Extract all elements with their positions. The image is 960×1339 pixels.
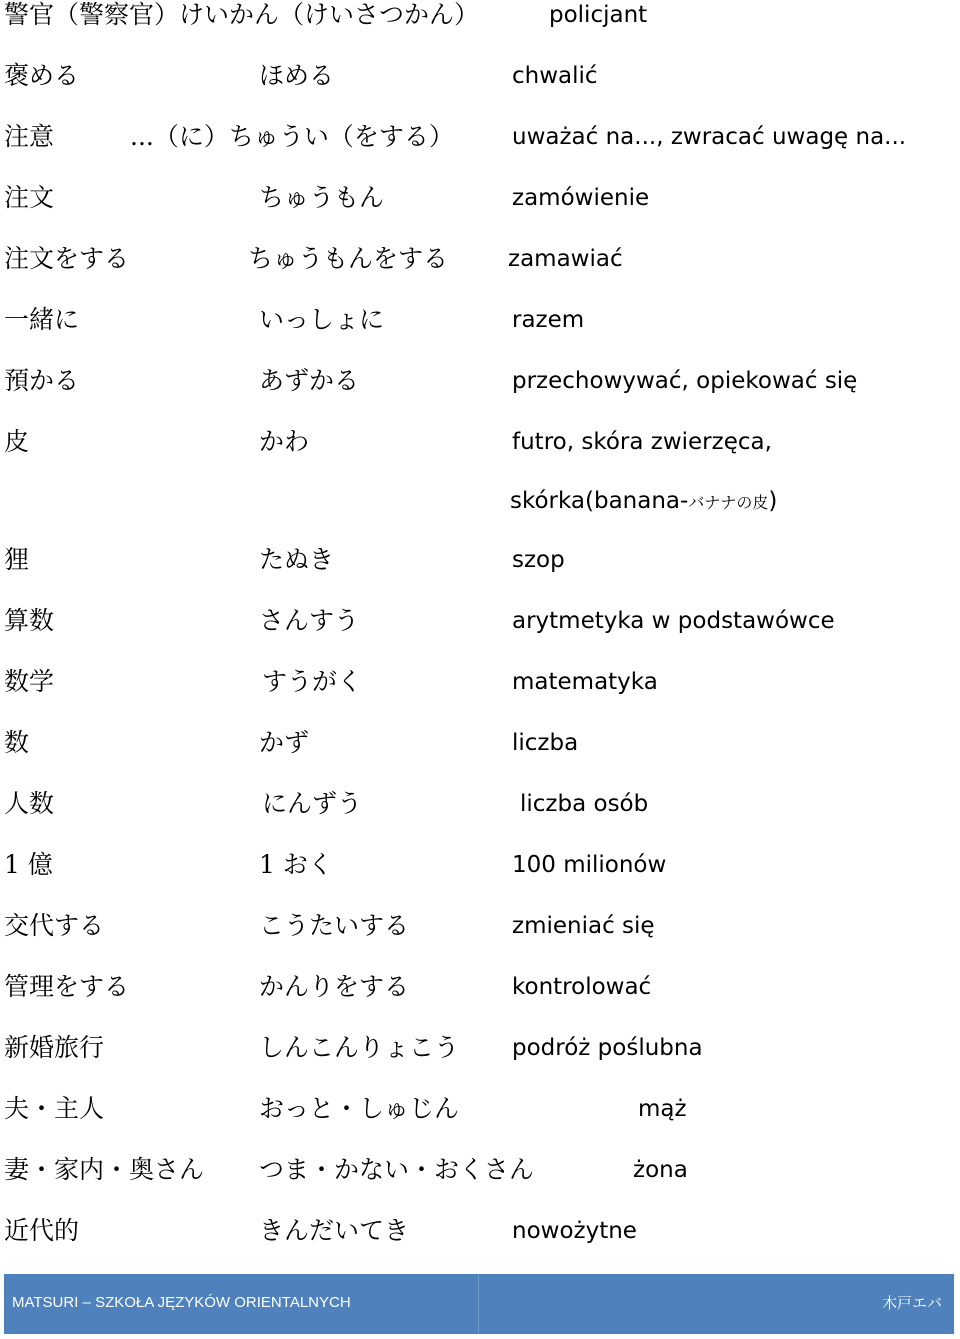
kana-cell: こうたいする [259, 911, 410, 940]
kana-cell: ちゅうもんをする [248, 244, 449, 273]
kanji-cell: 夫・主人 [4, 1094, 105, 1123]
header-kanji: 警官（警察官）けいかん（けいさつかん） [4, 0, 480, 29]
polish-cell: 100 milionów [512, 852, 667, 878]
polish-cell: zamówienie [512, 185, 650, 211]
polish-cell: chwalić [512, 63, 598, 89]
kanji-cell: 数学 [4, 667, 55, 696]
kanji-cell: 数 [4, 728, 30, 757]
vocab-row [0, 540, 960, 580]
polish-cell: liczba osób [520, 791, 649, 817]
polish-cell: zmieniać się [512, 913, 655, 939]
vocab-row [0, 422, 960, 462]
kana-cell: さんすう [259, 606, 360, 635]
header-row [0, 0, 960, 35]
kana-cell: ちゅうもん [259, 183, 385, 212]
kana-cell: しんこんりょこう [259, 1033, 460, 1062]
vocab-row [0, 1150, 960, 1190]
kanji-cell: 妻・家内・奥さん [4, 1155, 205, 1184]
vocab-row [0, 239, 960, 279]
kana-cell: ...（に）ちゅうい（をする） [130, 122, 454, 151]
vocab-row [0, 723, 960, 763]
kana-cell: かず [259, 728, 310, 757]
polish-text: skórka(banana- [510, 488, 689, 514]
polish-japanese-note: バナナの皮 [688, 493, 769, 512]
kanji-cell: 管理をする [4, 972, 130, 1001]
polish-cell: szop [512, 547, 565, 573]
vocab-row [0, 361, 960, 401]
vocab-row [0, 300, 960, 340]
vocab-row [0, 845, 960, 885]
kanji-cell: 交代する [4, 911, 105, 940]
polish-cell: przechowywać, opiekować się [512, 368, 858, 394]
polish-closing: ) [768, 488, 778, 514]
kana-cell: すうがく [262, 667, 363, 696]
polish-cell: podróż poślubna [512, 1035, 703, 1061]
footer-divider [478, 1274, 479, 1334]
vocab-row [0, 56, 960, 96]
kanji-cell: 人数 [4, 789, 55, 818]
vocab-row [0, 784, 960, 824]
header-polish: policjant [549, 2, 648, 28]
kanji-cell: 近代的 [4, 1216, 80, 1245]
polish-cell: futro, skóra zwierzęca, [512, 429, 772, 455]
kanji-cell: 預かる [4, 366, 80, 395]
kana-cell: きんだいてき [259, 1216, 410, 1245]
vocab-row [0, 1211, 960, 1251]
vocab-row [0, 662, 960, 702]
polish-cell: arytmetyka w podstawówce [512, 608, 835, 634]
polish-cell: nowożytne [512, 1218, 637, 1244]
polish-cell: liczba [512, 730, 579, 756]
kanji-cell: 注文をする [4, 244, 130, 273]
kanji-cell: 1 億 [4, 850, 53, 879]
footer-author: 木戸エバ [881, 1294, 942, 1312]
polish-cell: żona [633, 1157, 688, 1183]
vocab-row [0, 178, 960, 218]
kana-cell: ほめる [259, 61, 335, 90]
vocab-row [0, 1028, 960, 1068]
kana-cell: つま・かない・おくさん [259, 1155, 535, 1184]
kana-cell: たぬき [259, 545, 335, 574]
kanji-cell: 一緒に [4, 305, 80, 334]
polish-cell: razem [512, 307, 585, 333]
kanji-cell: 注文 [4, 183, 55, 212]
kanji-cell: 算数 [4, 606, 55, 635]
kana-cell: かんりをする [259, 972, 410, 1001]
polish-cell: mąż [638, 1096, 687, 1122]
polish-cell: matematyka [512, 669, 658, 695]
vocab-row-continuation [0, 481, 960, 521]
kanji-cell: 新婚旅行 [4, 1033, 105, 1062]
kana-cell: いっしょに [259, 305, 385, 334]
vocab-row [0, 1089, 960, 1129]
kanji-cell: 注意 [4, 122, 55, 151]
kana-cell: にんずう [262, 789, 363, 818]
kanji-cell: 皮 [4, 427, 30, 456]
page-footer [4, 1274, 954, 1334]
kanji-cell: 狸 [4, 545, 30, 574]
vocab-row [0, 601, 960, 641]
kana-cell: 1 おく [259, 850, 333, 879]
polish-cell: kontrolować [512, 974, 652, 1000]
polish-cell: uważać na..., zwracać uwagę na... [512, 124, 907, 150]
polish-cell: zamawiać [508, 246, 623, 272]
polish-cell [510, 481, 777, 523]
kana-cell: あずかる [259, 366, 360, 395]
kana-cell: おっと・しゅじん [259, 1094, 460, 1123]
footer-school-name: MATSURI – SZKOŁA JĘZYKÓW ORIENTALNYCH [12, 1294, 351, 1311]
vocab-row [0, 967, 960, 1007]
kana-cell: かわ [259, 427, 310, 456]
vocab-row [0, 117, 960, 157]
vocab-row [0, 906, 960, 946]
kanji-cell: 褒める [4, 61, 80, 90]
